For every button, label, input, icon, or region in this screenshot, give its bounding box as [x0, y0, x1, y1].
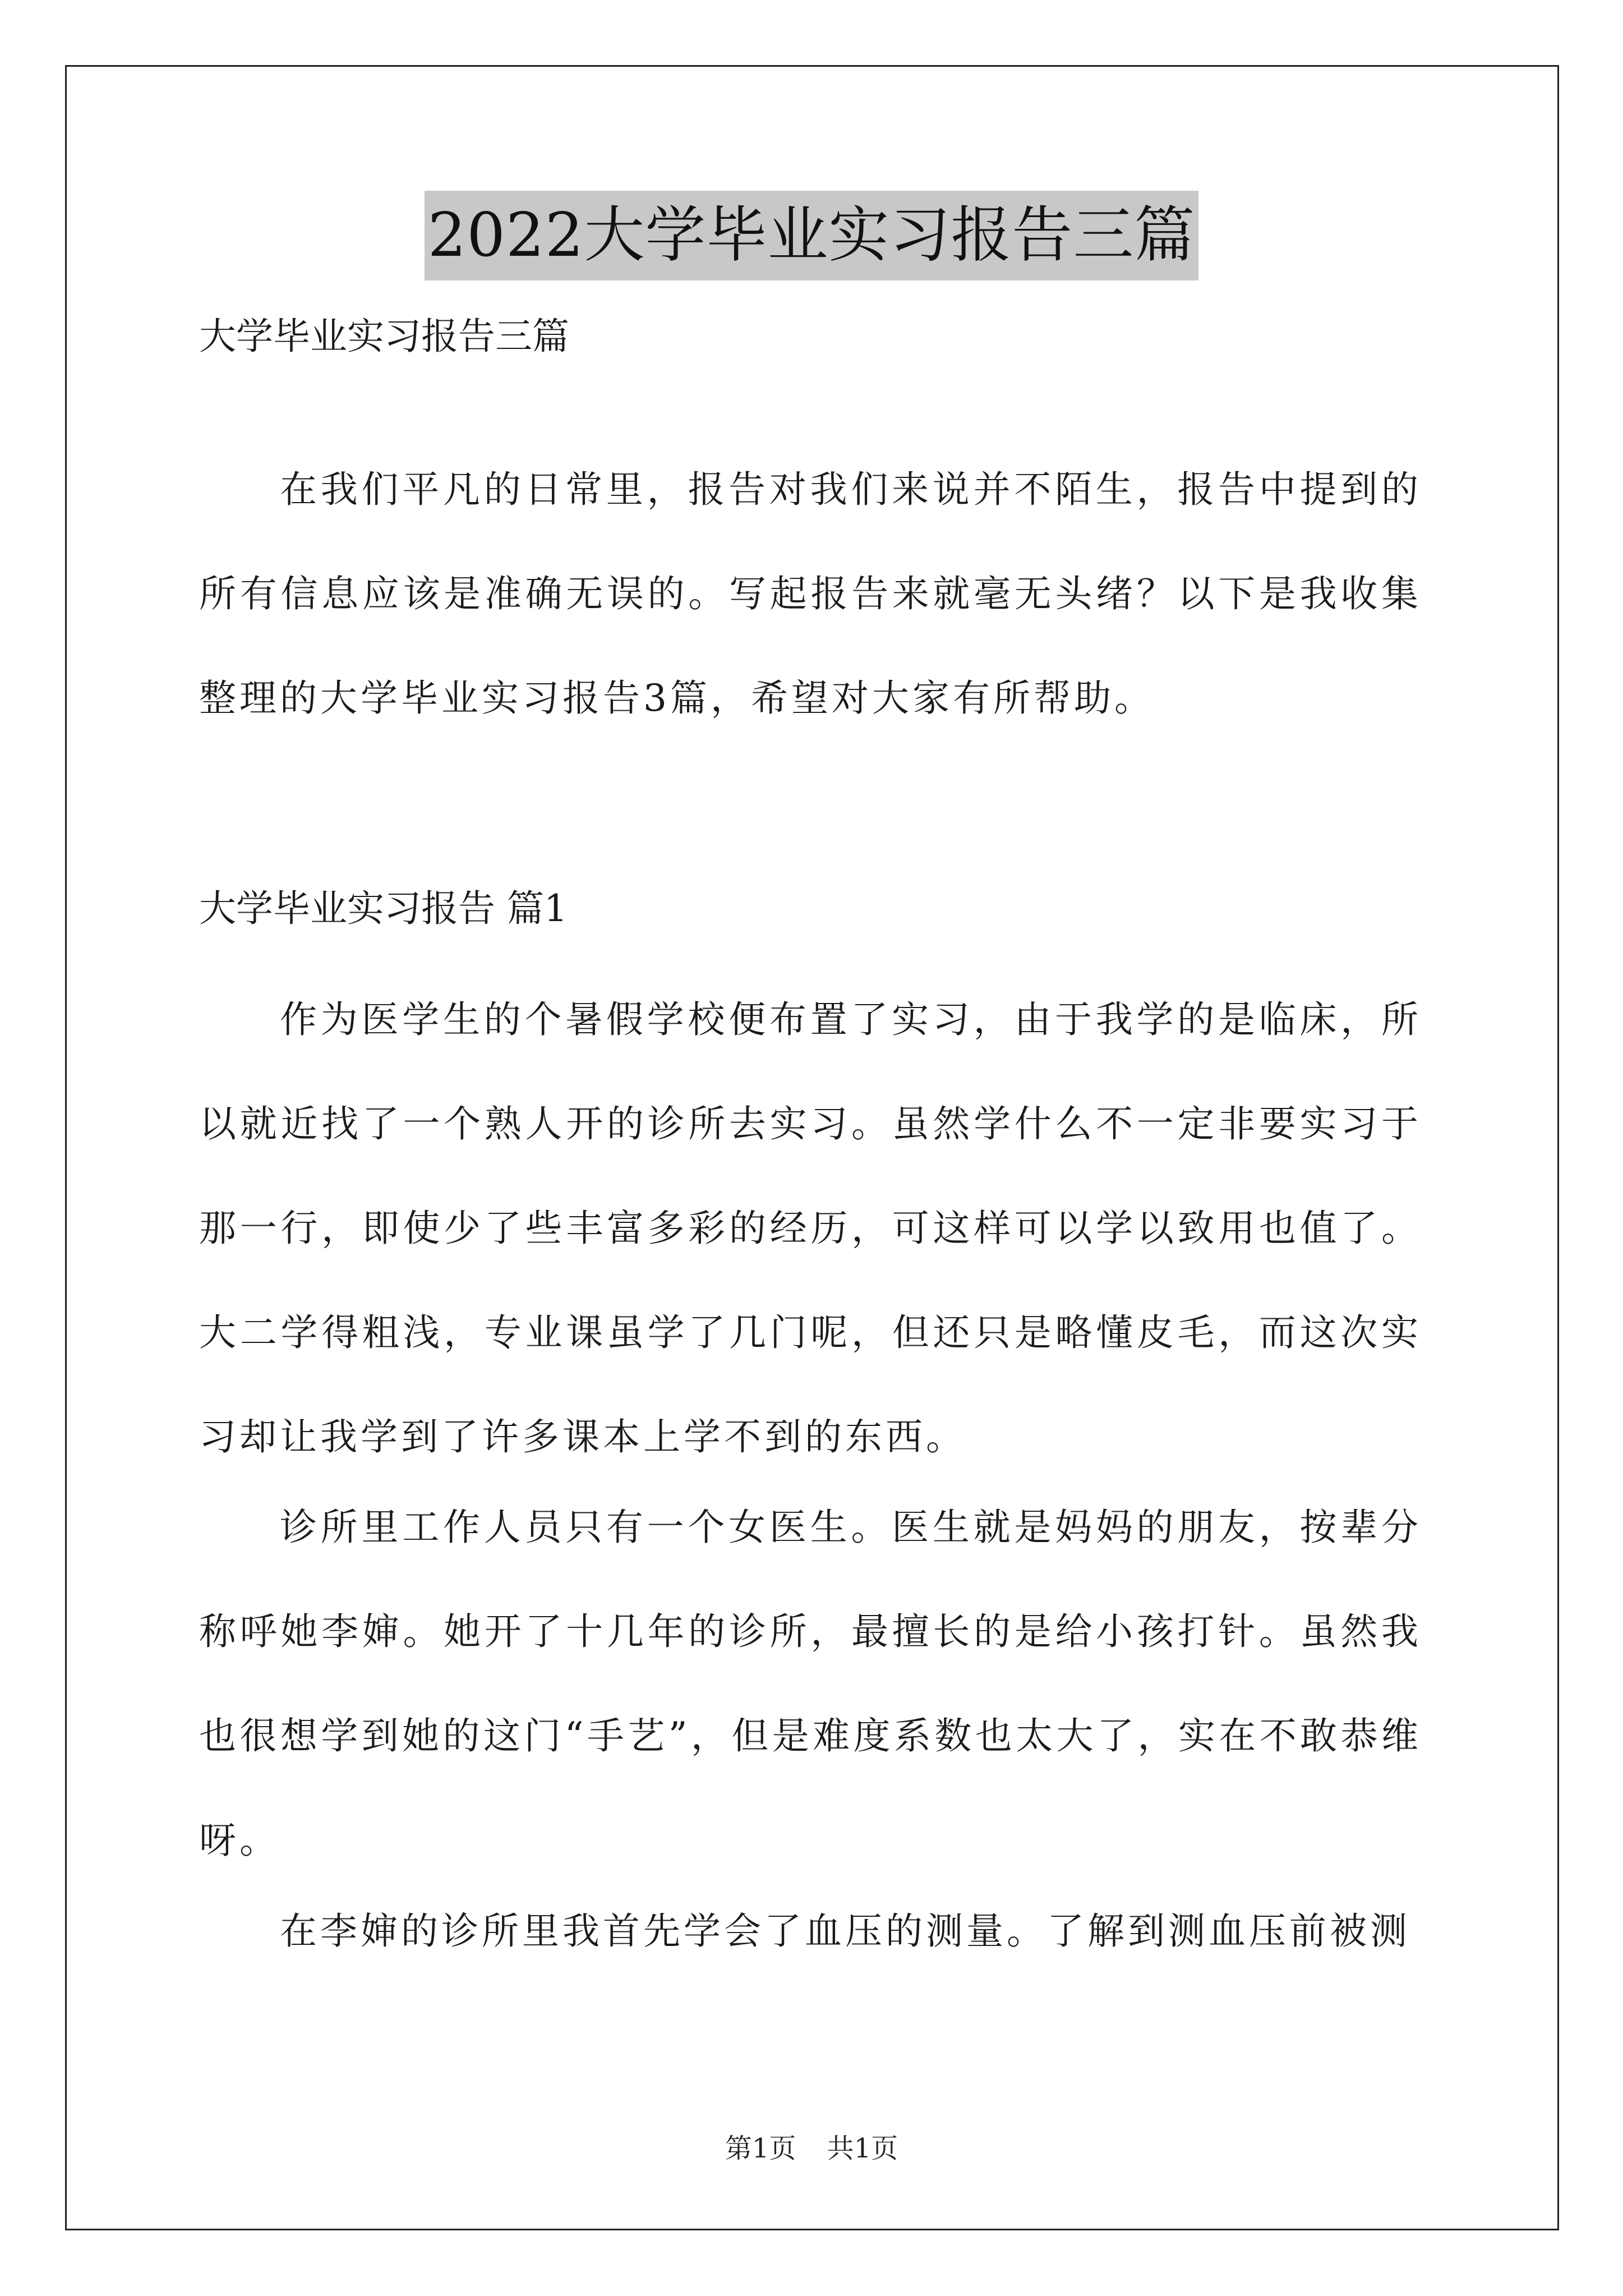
page-total: 共1页: [827, 2133, 898, 2164]
intro-paragraph: 在我们平凡的日常里，报告对我们来说并不陌生，报告中提到的所有信息应该是准确无误的。写起报告来就毫无头绪？以下是我收集整理的大学毕业实习报告3篇，希望对大家有所帮助。: [199, 468, 1422, 720]
title-container: [0, 191, 1623, 280]
document-subtitle: 大学毕业实习报告三篇: [199, 315, 569, 358]
page-footer: [0, 2129, 1623, 2168]
document-title: 2022大学毕业实习报告三篇: [425, 191, 1199, 280]
page-number: 第1页: [725, 2133, 796, 2164]
body-paragraph: 诊所里工作人员只有一个女医生。医生就是妈妈的朋友，按辈分称呼她李婶。她开了十几年的诊所，最擅长的是给小孩打针。虽然我也很想学到她的这门“手艺”，但是难度系数也太大了，实在不敢恭维呀。: [199, 1506, 1422, 1862]
section-heading: 大学毕业实习报告 篇1: [199, 887, 568, 930]
body-paragraph: 在李婶的诊所里我首先学会了血压的测量。了解到测血压前被测: [280, 1910, 1410, 1953]
body-paragraph: 作为医学生的个暑假学校便布置了实习，由于我学的是临床，所以就近找了一个熟人开的诊所去实习。虽然学什么不一定非要实习于那一行，即使少了些丰富多彩的经历，可这样可以学以致用也值了。大二学得粗浅，专业课虽学了几门呢，但还只是略懂皮毛，而这次实习却让我学到了许多课本上学不到的东西。: [199, 998, 1422, 1458]
